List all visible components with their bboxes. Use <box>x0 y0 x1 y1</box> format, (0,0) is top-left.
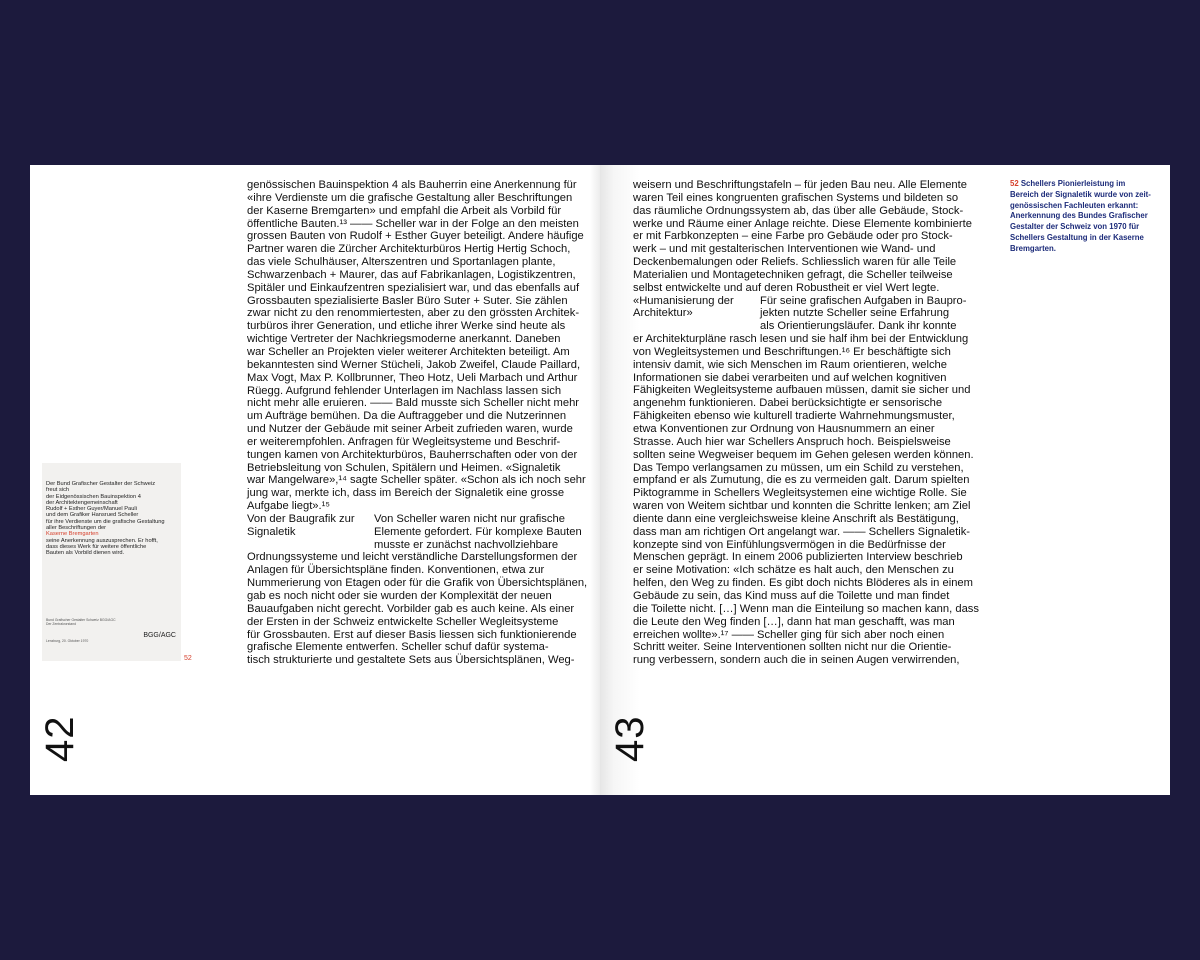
caption-text: Schellers Pionierleistung im <box>1020 179 1126 188</box>
text-line: «ihre Verdienste um die grafische Gestaltung aller Beschriftungen <box>247 191 573 204</box>
text-line: selbst entwickelte und auf deren Robustheit er viel Wert legte. <box>633 281 940 294</box>
text-line: Fähigkeiten ebenso wie kulturell tradierte Wahrnehmungsmuster, <box>633 410 955 423</box>
text-line: turbüros ihrer Generation, und etliche ihrer Werke sind heute als <box>247 320 566 333</box>
left-subhead-line: Signaletik <box>247 525 296 538</box>
caption-line <box>1010 179 1151 190</box>
text-line: Nummerierung von Etagen oder für die Grafik von Übersichtsplänen, <box>247 577 588 590</box>
right-subhead-line: «Humanisierung der <box>633 294 734 307</box>
letter-foot-signatory <box>46 618 116 626</box>
caption-line: genössischen Fachleuten erkannt: <box>1010 200 1139 210</box>
text-line: die Leute den Weg finden […], dann hat man geschafft, was man <box>633 615 955 628</box>
text-line: jung war, merkte ich, dass im Bereich der Signaletik eine grosse <box>247 487 565 500</box>
letter-line: der Eidgenössischen Bauinspektion 4 <box>46 493 141 500</box>
text-line: jekten nutzte Scheller seine Erfahrung <box>760 307 950 320</box>
right-indented-text <box>760 295 966 334</box>
right-body-text <box>633 179 979 667</box>
letter-line: und dem Grafiker Hansrued Scheller <box>46 512 139 519</box>
letter-line: Bauten als Vorbild dienen wird. <box>46 550 125 557</box>
right-page <box>600 165 1170 795</box>
text-line: gab es noch nicht oder sie wurden der Komplexität der neuen <box>247 589 552 602</box>
caption-figure-number: 52 <box>1010 179 1019 188</box>
text-line: um Aufträge bemühen. Da die Auftraggeber und die Nutzerinnen <box>247 410 567 423</box>
caption-line: Bremgarten. <box>1010 243 1056 253</box>
text-line: Anlagen für Übersichtspläne finden. Konventionen, etwa zur <box>247 564 545 577</box>
right-subhead <box>633 295 734 321</box>
text-line: Strasse. Auch hier war Schellers Anspruch hoch. Beispielsweise <box>633 435 951 448</box>
text-line: diente dann eine vergleichsweise kleine Anschrift als Bestätigung, <box>633 512 959 525</box>
gutter-shadow <box>590 165 600 795</box>
text-line: Aufgabe liegt».¹⁵ <box>247 500 331 513</box>
letter-line: aller Beschriftungen der <box>46 525 107 532</box>
certificate-letter-image <box>42 463 181 661</box>
text-line: etwa Konventionen zur Ordnung von Hausnummern an einer <box>633 423 935 435</box>
text-line: bekanntesten sind Werner Stücheli, Jakob Zweifel, Claude Paillard, <box>247 358 581 371</box>
text-line: das räumliche Ordnungssystem ab, das über alle Gebäude, Stock- <box>633 204 964 217</box>
caption-line: Gestalter der Schweiz von 1970 für <box>1010 222 1140 232</box>
text-line: tungen kamen von Architekturbüros, Bauherrschaften oder von der <box>247 448 578 461</box>
right-subhead-row <box>633 295 979 334</box>
text-line: Von Scheller waren nicht nur grafische <box>374 512 565 525</box>
left-subhead-row <box>247 513 587 552</box>
text-line: das viele Schulhäuser, Alterszentren und Sportanlagen plante, <box>247 256 556 269</box>
text-line: Schritt weiter. Seine Interventionen sollten nicht nur die Orientie- <box>633 641 952 654</box>
text-line: Gebäude zu sein, das Kind muss auf die Toilette und man findet <box>633 589 950 602</box>
text-line: konzepte sind von Einfühlungsvermögen in die Bedürfnisse der <box>633 538 946 551</box>
text-line: der Kaserne Bremgarten» und empfahl die Arbeit als Vorbild für <box>247 204 562 217</box>
caption-line: Anerkennung des Bundes Grafischer <box>1010 211 1148 221</box>
text-line: werk – und mit gestalterischen Interventionen wie Wand- und <box>633 243 936 256</box>
caption-line: Schellers Gestaltung in der Kaserne <box>1010 232 1144 242</box>
text-line: sollten seine Wegweiser bequem im Gehen gelesen werden können. <box>633 448 974 461</box>
text-line: Partner waren die Zürcher Architekturbüros Hertig Hertig Schoch, <box>247 243 571 256</box>
text-line: Grossbauten spezialisierte Basler Büro Suter + Suter. Sie zählen <box>247 294 568 307</box>
text-line: Betriebsleitung von Schulen, Spitälern und Heimen. «Signaletik <box>247 461 561 474</box>
bgg-logo: BGG/AGC <box>143 632 176 639</box>
text-line: Deckenbemalungen oder Reliefs. Schliesslich waren für alle Teile <box>633 256 957 269</box>
letter-foot-date: Lenzburg, 20. Oktober 1970 <box>46 639 89 643</box>
text-line: Piktogramme in Schellers Wegleitsystemen eine wichtige Rolle. Sie <box>633 487 967 500</box>
text-line: grafische Elemente entwerfen. Scheller schuf dafür systema- <box>247 641 549 654</box>
text-line: Informationen sie dabei verarbeiten und auf welchen kognitiven <box>633 371 947 384</box>
text-line: der Ersten in der Schweiz entwickelte Scheller Wegleitsysteme <box>247 615 559 628</box>
letter-foot-line: Der Zentralvorstand <box>46 622 76 626</box>
page-number-right: 43 <box>608 715 652 762</box>
letter-line: der Architektengemeinschaft <box>46 499 118 506</box>
page-number-left: 42 <box>38 715 82 762</box>
letter-text <box>46 481 165 557</box>
text-line: Das Tempo verlangsamen zu müssen, um ein Schild zu verstehen, <box>633 461 964 474</box>
letter-line: Rudolf + Esther Guyer/Manuel Pauli <box>46 506 137 513</box>
text-line: waren Teil eines kongruenten grafischen Systems und bildeten so <box>633 191 959 204</box>
text-line: genössischen Bauinspektion 4 als Bauherrin eine Anerkennung für <box>247 179 577 191</box>
text-line: waren von Weitem sichtbar und konnten die Schritte lenken; am Ziel <box>633 500 971 513</box>
text-line: empfand er als Zumutung, die es zu vermeiden galt. Darum spielten <box>633 474 970 487</box>
text-line: Spitäler und Einkaufzentren spezialisiert war, und das ebenfalls auf <box>247 281 580 294</box>
text-line: helfen, den Weg zu finden. Es gibt doch nichts Blöderes als in einem <box>633 577 973 590</box>
figure-number-left: 52 <box>184 655 192 662</box>
text-line: wichtige Vertreter der Nachkriegsmoderne anerkannt. Daneben <box>247 333 561 346</box>
letter-line: seine Anerkennung auszusprechen. Er hofft, <box>46 537 158 544</box>
text-line: von Wegleitsystemen und Beschriftungen.¹⁶ Er beschäftigte sich <box>633 345 951 358</box>
text-line: weisern und Beschriftungstafeln – für jeden Bau neu. Alle Elemente <box>633 179 967 191</box>
text-line: Menschen geprägt. In einem 2006 publizierten Interview beschrieb <box>633 551 963 564</box>
text-line: grossen Bauten von Rudolf + Esther Guyer beteiligt. Andere häufige <box>247 230 584 243</box>
book-spread <box>30 165 1170 795</box>
text-line: Max Vogt, Max P. Kollbrunner, Theo Hotz, Ueli Marbach und Arthur <box>247 371 578 384</box>
text-line: dass man am richtigen Ort angelangt war. —— Schellers Signaletik- <box>633 525 971 538</box>
text-line: zwar nicht zu den renommiertesten, aber zu den grössten Architek- <box>247 307 580 320</box>
text-line: intensiv damit, wie sich Menschen im Raum orientieren, welche <box>633 358 948 371</box>
left-indented-text <box>374 513 582 552</box>
text-line: und Nutzer der Gebäude mit seiner Arbeit zufrieden waren, wurde <box>247 423 573 436</box>
letter-line: für ihre Verdienste um die grafische Gestaltung <box>46 518 165 525</box>
text-line: er Architekturpläne rasch lesen und sie half ihm bei der Entwicklung <box>633 333 969 346</box>
left-page <box>30 165 600 795</box>
letter-line: freut sich <box>46 487 70 494</box>
letter-highlight-line: Kaserne Bremgarten <box>46 531 99 538</box>
text-line: Bauaufgaben nicht gerecht. Vorbilder gab es auch keine. Als einer <box>247 602 575 615</box>
text-line: war Mangelware»,¹⁴ sagte Scheller später. «Schon als ich noch sehr <box>247 474 586 487</box>
text-line: werke und Räume einer Anlage reichte. Diese Elemente kombinierte <box>633 217 972 230</box>
text-line: Ordnungssysteme und leicht verständliche Darstellungsformen der <box>247 551 578 564</box>
text-line: erreichen wollte».¹⁷ —— Scheller ging für sich aber noch einen <box>633 628 945 641</box>
left-subhead <box>247 513 355 539</box>
text-line: für Grossbauten. Erst auf dieser Basis liessen sich funktionierende <box>247 628 577 641</box>
text-line: angenehm funktionieren. Dabei berücksichtigte er sensorische <box>633 397 943 410</box>
letter-line: Der Bund Grafischer Gestalter der Schweiz <box>46 481 156 487</box>
text-line: Rüegg. Aufgrund fehlender Unterlagen im Nachlass lassen sich <box>247 384 562 397</box>
text-line: musste er zunächst nachvollziehbare <box>374 538 559 551</box>
text-line: als Orientierungsläufer. Dank ihr konnte <box>760 320 957 333</box>
figure-caption <box>1010 179 1151 255</box>
letter-line: dass dieses Werk für weitere öffentliche <box>46 543 147 550</box>
text-line: er mit Farbkonzepten – eine Farbe pro Gebäude oder pro Stock- <box>633 230 953 243</box>
text-line: die Toilette nicht. […] Wenn man die Einteilung so machen kann, dass <box>633 602 979 615</box>
text-line: tisch strukturierte und gestaltete Sets aus Übersichtsplänen, Weg- <box>247 654 575 667</box>
text-line: er weiterempfohlen. Anfragen für Wegleitsysteme und Beschrif- <box>247 435 561 448</box>
text-line: Fähigkeiten Wegleitsysteme aufbauen müssen, damit sie sicher und <box>633 384 971 397</box>
text-line: nicht mehr alle eruieren. —— Bald musste sich Scheller nicht mehr <box>247 397 580 410</box>
left-body-text <box>247 179 587 667</box>
letter-foot-line: Bund Grafischer Gestalter Schweiz BGG/AGC <box>46 618 116 622</box>
text-line: war Scheller an Projekten vieler weiterer Architekten beteiligt. Am <box>247 345 570 358</box>
text-line: Für seine grafischen Aufgaben in Baupro- <box>760 294 967 307</box>
text-line: öffentliche Bauten.¹³ —— Scheller war in der Folge an den meisten <box>247 217 579 230</box>
text-line: Elemente gefordert. Für komplexe Bauten <box>374 525 582 538</box>
text-line: Schwarzenbach + Maurer, das auf Fabrikanlagen, Logistikzentren, <box>247 268 576 281</box>
right-subhead-line: Architektur» <box>633 307 693 320</box>
text-line: Materialien und Montagetechniken gefragt, die Scheller teilweise <box>633 268 953 281</box>
left-subhead-line: Von der Baugrafik zur <box>247 512 355 525</box>
text-line: rung verbessern, sondern auch die in seinen Augen verwirrenden, <box>633 654 960 667</box>
text-line: er seine Motivation: «Ich schätze es halt auch, den Menschen zu <box>633 564 954 577</box>
caption-line: Bereich der Signaletik wurde von zeit- <box>1010 189 1151 199</box>
